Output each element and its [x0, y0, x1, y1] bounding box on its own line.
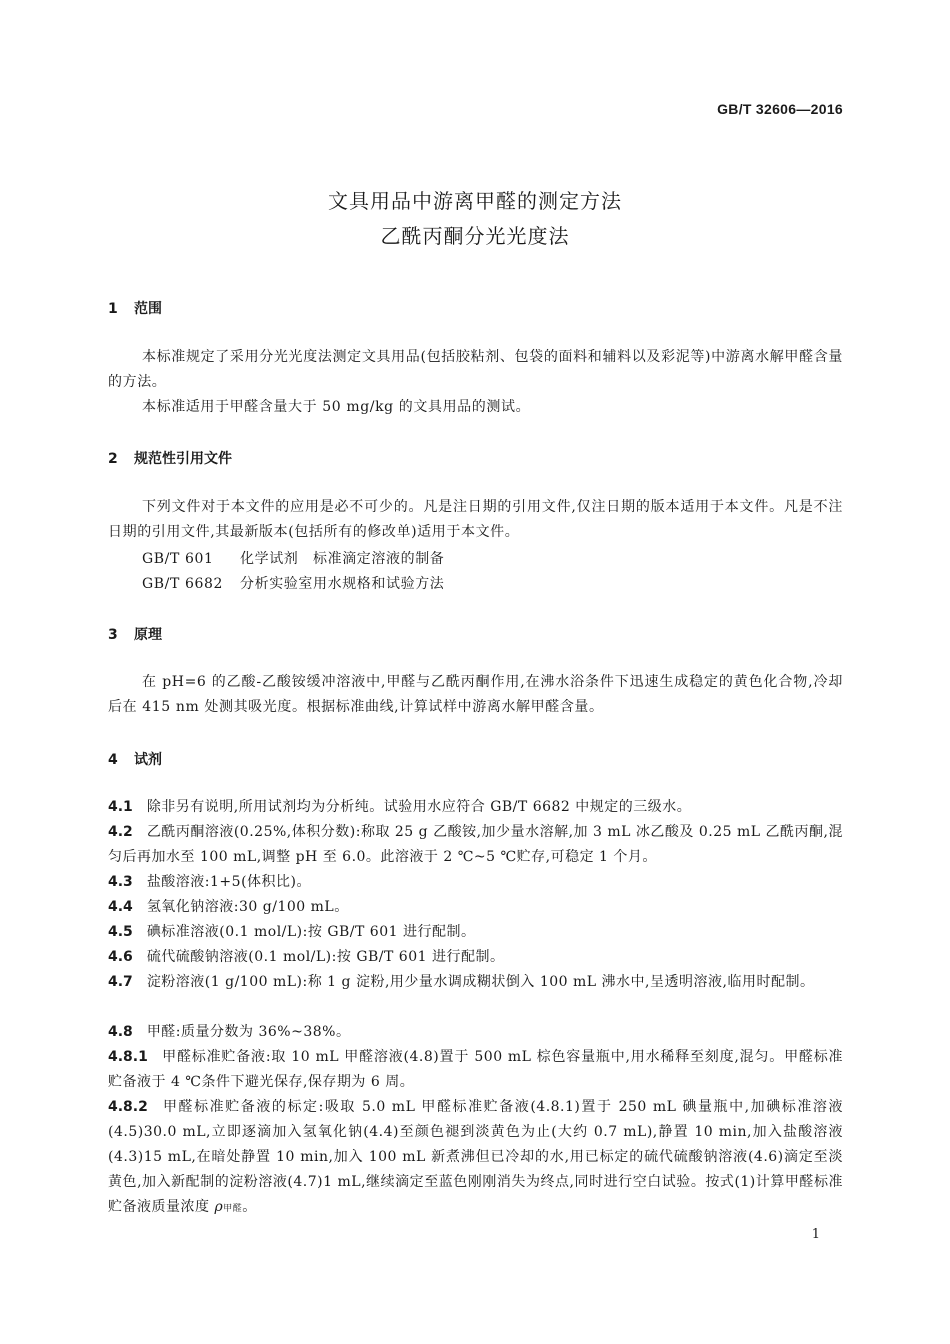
- clause-item: [108, 1095, 843, 1222]
- formula-subscript: 甲醛: [223, 1204, 243, 1214]
- section-heading-normative-references: [108, 448, 232, 468]
- paragraph: 下列文件对于本文件的应用是必不可少的。凡是注日期的引用文件,仅注日期的版本适用于本文件。凡是不注日期的引用文件,其最新版本(包括所有的修改单)适用于本文件。: [108, 499, 843, 540]
- clause-item: [108, 820, 843, 870]
- clause-item: [108, 1020, 843, 1045]
- clause-item: [108, 895, 843, 920]
- paragraph: 本标准规定了采用分光光度法测定文具用品(包括胶粘剂、包袋的面料和辅料以及彩泥等)中游离水解甲醛含量的方法。: [108, 349, 843, 390]
- standard-number: GB/T 32606—2016: [717, 101, 843, 117]
- clause-item: [108, 1045, 843, 1095]
- clause-text: 除非另有说明,所用试剂均为分析纯。试验用水应符合 GB/T 6682 中规定的三级水。: [146, 799, 692, 815]
- section-title: 规范性引用文件: [134, 451, 232, 467]
- section-number: 3: [108, 627, 118, 643]
- document-subtitle: 乙酰丙酮分光光度法: [380, 224, 570, 248]
- clause-number: 4.8.1: [108, 1049, 148, 1065]
- clause-item: [108, 920, 843, 945]
- page-number: 1: [811, 1227, 820, 1242]
- clause-tail: 。: [242, 1199, 257, 1215]
- clause-item: [108, 970, 843, 995]
- section-number: 4: [108, 752, 118, 768]
- clause-number: 4.8: [108, 1024, 133, 1040]
- paragraph: 本标准适用于甲醛含量大于 50 mg/kg 的文具用品的测试。: [142, 399, 531, 415]
- section-title: 范围: [134, 301, 162, 317]
- section-number: 1: [108, 301, 118, 317]
- section-heading-principle: [108, 624, 162, 644]
- section-number: 2: [108, 451, 118, 467]
- clause-item: [108, 945, 843, 970]
- clause-number: 4.7: [108, 974, 133, 990]
- clause-text: 盐酸溶液:1+5(体积比)。: [146, 874, 311, 890]
- clause-text: 淀粉溶液(1 g/100 mL):称 1 g 淀粉,用少量水调成糊状倒入 100 mL 沸水中,呈透明溶液,临用时配制。: [146, 974, 815, 990]
- clause-item: [108, 795, 843, 820]
- paragraph: 在 pH=6 的乙酸-乙酸铵缓冲溶液中,甲醛与乙酰丙酮作用,在沸水浴条件下迅速生成稳定的黄色化合物,冷却后在 415 nm 处测其吸光度。根据标准曲线,计算试样中游离水解甲醛含量。: [108, 674, 843, 715]
- clause-number: 4.6: [108, 949, 133, 965]
- clause-text: 碘标准溶液(0.1 mol/L):按 GB/T 601 进行配制。: [146, 924, 476, 940]
- section-heading-reagents: [108, 749, 162, 769]
- clause-text: 甲醛:质量分数为 36%~38%。: [146, 1024, 351, 1040]
- clause-number: 4.1: [108, 799, 133, 815]
- clause-number: 4.3: [108, 874, 133, 890]
- clause-item: [108, 870, 843, 895]
- reference-title: 分析实验室用水规格和试验方法: [240, 576, 445, 592]
- clause-number: 4.4: [108, 899, 133, 915]
- section-title: 原理: [134, 627, 162, 643]
- reference-item: [142, 573, 444, 593]
- clause-text: 甲醛标准贮备液的标定:吸取 5.0 mL 甲醛标准贮备液(4.8.1)置于 250 mL 碘量瓶中,加碘标准溶液(4.5)30.0 mL,立即逐滴加入氢氧化钠(4.4)至颜色褪到淡黄色为止(大约 0.7 mL),静置 10 min,加入盐酸溶液(4.3)15 mL,在暗处静置 10 min,加入 100 mL 新煮沸但已冷却的水,用已标定的硫代硫酸钠溶液(4.6)滴定至淡黄色,加入新配制的淀粉溶液(4.7)1 mL,继续滴定至蓝色刚刚消失为终点,同时进行空白试验。按式(1)计算甲醛标准贮备液质量浓度: [108, 1099, 843, 1215]
- formula-symbol: ρ: [214, 1199, 224, 1215]
- clause-text: 乙酰丙酮溶液(0.25%,体积分数):称取 25 g 乙酸铵,加少量水溶解,加 3 mL 冰乙酸及 0.25 mL 乙酰丙酮,混匀后再加水至 100 mL,调整 pH 至 6.0。此溶液于 2 ℃~5 ℃贮存,可稳定 1 个月。: [108, 824, 843, 865]
- clause-number: 4.8.2: [108, 1099, 148, 1115]
- clause-number: 4.5: [108, 924, 133, 940]
- reference-item: [142, 548, 444, 568]
- clause-text: 甲醛标准贮备液:取 10 mL 甲醛溶液(4.8)置于 500 mL 棕色容量瓶中,用水稀释至刻度,混匀。甲醛标准贮备液于 4 ℃条件下避光保存,保存期为 6 周。: [108, 1049, 843, 1090]
- document-title: 文具用品中游离甲醛的测定方法: [328, 189, 622, 213]
- clause-text: 氢氧化钠溶液:30 g/100 mL。: [146, 899, 349, 915]
- section-heading-scope: [108, 298, 162, 318]
- clause-number: 4.2: [108, 824, 133, 840]
- reference-code: GB/T 601: [142, 551, 214, 567]
- reference-title: 化学试剂 标准滴定溶液的制备: [240, 551, 445, 567]
- reference-code: GB/T 6682: [142, 576, 224, 592]
- section-title: 试剂: [134, 752, 162, 768]
- clause-text: 硫代硫酸钠溶液(0.1 mol/L):按 GB/T 601 进行配制。: [146, 949, 505, 965]
